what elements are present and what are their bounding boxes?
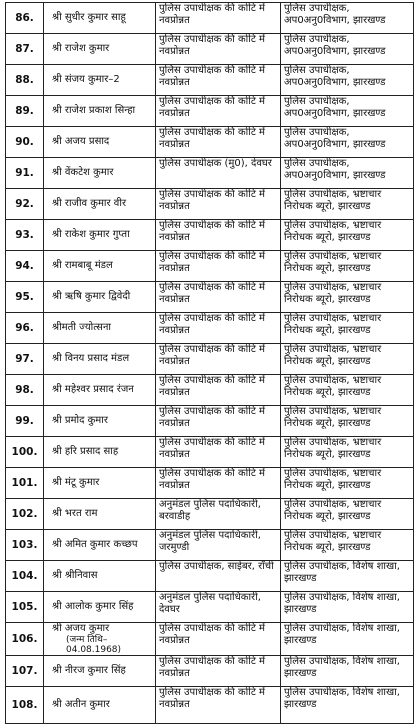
table-row bbox=[6, 499, 414, 530]
current-posting-cell: पुलिस उपाधीक्षक की कोटि में नवप्रोन्नत bbox=[156, 687, 281, 724]
officer-name-cell: श्रीमती ज्योत्सना bbox=[44, 313, 156, 344]
current-posting-cell: पुलिस उपाधीक्षक की कोटि में नवप्रोन्नत bbox=[156, 468, 281, 499]
officer-name-cell: श्री विनय प्रसाद मंडल bbox=[44, 344, 156, 375]
serial-number-cell: 96. bbox=[6, 313, 44, 344]
table-row bbox=[6, 623, 414, 656]
new-posting-cell: पुलिस उपाधीक्षक, अप0अनु0विभाग, झारखण्ड bbox=[281, 65, 414, 96]
table-row bbox=[6, 313, 414, 344]
serial-number-cell: 99. bbox=[6, 406, 44, 437]
posting-table-body bbox=[6, 3, 414, 724]
table-row bbox=[6, 65, 414, 96]
officer-name-cell: श्री राजेश कुमार bbox=[44, 34, 156, 65]
officer-name-cell bbox=[44, 623, 156, 656]
current-posting-cell: पुलिस उपाधीक्षक की कोटि में नवप्रोन्नत bbox=[156, 656, 281, 687]
current-posting-cell: पुलिस उपाधीक्षक की कोटि में नवप्रोन्नत bbox=[156, 96, 281, 127]
officer-name-cell: श्री राजेश प्रकाश सिन्हा bbox=[44, 96, 156, 127]
new-posting-cell: पुलिस उपाधीक्षक, अप0अनु0विभाग, झारखण्ड bbox=[281, 96, 414, 127]
current-posting-cell: अनुमंडल पुलिस पदाधिकारी, देवघर bbox=[156, 592, 281, 623]
new-posting-cell: पुलिस उपाधीक्षक, भ्रष्टाचार निरोधक ब्यूरो, झारखण्ड bbox=[281, 313, 414, 344]
current-posting-cell: पुलिस उपाधीक्षक की कोटि में नवप्रोन्नत bbox=[156, 344, 281, 375]
current-posting-cell: पुलिस उपाधीक्षक की कोटि में नवप्रोन्नत bbox=[156, 406, 281, 437]
table-row bbox=[6, 220, 414, 251]
table-row bbox=[6, 251, 414, 282]
new-posting-cell: पुलिस उपाधीक्षक, विशेष शाखा, झारखण्ड bbox=[281, 592, 414, 623]
new-posting-cell: पुलिस उपाधीक्षक, अप0अनु0विभाग, झारखण्ड bbox=[281, 158, 414, 189]
serial-number-cell: 90. bbox=[6, 127, 44, 158]
table-row bbox=[6, 656, 414, 687]
serial-number-cell: 104. bbox=[6, 561, 44, 592]
serial-number-cell: 94. bbox=[6, 251, 44, 282]
current-posting-cell: पुलिस उपाधीक्षक की कोटि में नवप्रोन्नत bbox=[156, 65, 281, 96]
table-row bbox=[6, 282, 414, 313]
new-posting-cell: पुलिस उपाधीक्षक, भ्रष्टाचार निरोधक ब्यूरो, झारखण्ड bbox=[281, 189, 414, 220]
officer-name-cell: श्री ऋषि कुमार द्विवेदी bbox=[44, 282, 156, 313]
table-row bbox=[6, 3, 414, 34]
serial-number-cell: 97. bbox=[6, 344, 44, 375]
serial-number-cell: 95. bbox=[6, 282, 44, 313]
current-posting-cell: पुलिस उपाधीक्षक की कोटि में नवप्रोन्नत bbox=[156, 127, 281, 158]
new-posting-cell: पुलिस उपाधीक्षक, भ्रष्टाचार निरोधक ब्यूरो, झारखण्ड bbox=[281, 530, 414, 561]
new-posting-cell: पुलिस उपाधीक्षक, अप0अनु0विभाग, झारखण्ड bbox=[281, 3, 414, 34]
current-posting-cell: पुलिस उपाधीक्षक की कोटि में नवप्रोन्नत bbox=[156, 375, 281, 406]
current-posting-cell: अनुमंडल पुलिस पदाधिकारी, बरवाडीह bbox=[156, 499, 281, 530]
officer-name-cell: श्री मंटू कुमार bbox=[44, 468, 156, 499]
current-posting-cell: पुलिस उपाधीक्षक की कोटि में नवप्रोन्नत bbox=[156, 282, 281, 313]
officer-name-cell: श्री प्रमोद कुमार bbox=[44, 406, 156, 437]
serial-number-cell: 98. bbox=[6, 375, 44, 406]
serial-number-cell: 108. bbox=[6, 687, 44, 724]
current-posting-cell: पुलिस उपाधीक्षक की कोटि में नवप्रोन्नत bbox=[156, 220, 281, 251]
officer-name-cell: श्री अमित कुमार कच्छप bbox=[44, 530, 156, 561]
table-row bbox=[6, 189, 414, 220]
new-posting-cell: पुलिस उपाधीक्षक, भ्रष्टाचार निरोधक ब्यूरो, झारखण्ड bbox=[281, 406, 414, 437]
new-posting-cell: पुलिस उपाधीक्षक, भ्रष्टाचार निरोधक ब्यूरो, झारखण्ड bbox=[281, 251, 414, 282]
table-row bbox=[6, 344, 414, 375]
officer-name-cell: श्री अजय प्रसाद bbox=[44, 127, 156, 158]
new-posting-cell: पुलिस उपाधीक्षक, विशेष शाखा, झारखण्ड bbox=[281, 623, 414, 656]
officer-name-cell: श्री संजय कुमार–2 bbox=[44, 65, 156, 96]
officer-name-cell: श्री नीरज कुमार सिंह bbox=[44, 656, 156, 687]
serial-number-cell: 91. bbox=[6, 158, 44, 189]
officer-name-cell: श्री राकेश कुमार गुप्ता bbox=[44, 220, 156, 251]
new-posting-cell: पुलिस उपाधीक्षक, भ्रष्टाचार निरोधक ब्यूरो, झारखण्ड bbox=[281, 437, 414, 468]
table-row bbox=[6, 34, 414, 65]
table-row bbox=[6, 687, 414, 724]
new-posting-cell: पुलिस उपाधीक्षक, भ्रष्टाचार निरोधक ब्यूरो, झारखण्ड bbox=[281, 375, 414, 406]
serial-number-cell: 89. bbox=[6, 96, 44, 127]
officer-name-cell: श्री रामबाबू मंडल bbox=[44, 251, 156, 282]
new-posting-cell: पुलिस उपाधीक्षक, विशेष शाखा, झारखण्ड bbox=[281, 687, 414, 724]
current-posting-cell: पुलिस उपाधीक्षक की कोटि में नवप्रोन्नत bbox=[156, 3, 281, 34]
current-posting-cell: पुलिस उपाधीक्षक की कोटि में नवप्रोन्नत bbox=[156, 34, 281, 65]
serial-number-cell: 86. bbox=[6, 3, 44, 34]
serial-number-cell: 88. bbox=[6, 65, 44, 96]
officer-name-cell: श्री महेश्वर प्रसाद रंजन bbox=[44, 375, 156, 406]
current-posting-cell: अनुमंडल पुलिस पदाधिकारी, जरमुण्डी bbox=[156, 530, 281, 561]
officer-name-cell: श्री अतीन कुमार bbox=[44, 687, 156, 724]
new-posting-cell: पुलिस उपाधीक्षक, अप0अनु0विभाग, झारखण्ड bbox=[281, 34, 414, 65]
officer-name-cell: श्री आलोक कुमार सिंह bbox=[44, 592, 156, 623]
serial-number-cell: 101. bbox=[6, 468, 44, 499]
table-row bbox=[6, 530, 414, 561]
table-row bbox=[6, 561, 414, 592]
table-row bbox=[6, 468, 414, 499]
table-row bbox=[6, 406, 414, 437]
officer-name-cell: श्री राजीव कुमार वीर bbox=[44, 189, 156, 220]
current-posting-cell: पुलिस उपाधीक्षक की कोटि में नवप्रोन्नत bbox=[156, 313, 281, 344]
officer-name-cell: श्री सुधीर कुमार साहू bbox=[44, 3, 156, 34]
serial-number-cell: 87. bbox=[6, 34, 44, 65]
serial-number-cell: 100. bbox=[6, 437, 44, 468]
officer-name-cell: श्री वेंकटेश कुमार bbox=[44, 158, 156, 189]
table-row bbox=[6, 158, 414, 189]
current-posting-cell: पुलिस उपाधीक्षक की कोटि में नवप्रोन्नत bbox=[156, 189, 281, 220]
serial-number-cell: 107. bbox=[6, 656, 44, 687]
table-row bbox=[6, 375, 414, 406]
new-posting-cell: पुलिस उपाधीक्षक, विशेष शाखा, झारखण्ड bbox=[281, 656, 414, 687]
table-row bbox=[6, 592, 414, 623]
new-posting-cell: पुलिस उपाधीक्षक, भ्रष्टाचार निरोधक ब्यूरो, झारखण्ड bbox=[281, 344, 414, 375]
serial-number-cell: 102. bbox=[6, 499, 44, 530]
new-posting-cell: पुलिस उपाधीक्षक, भ्रष्टाचार निरोधक ब्यूरो, झारखण्ड bbox=[281, 220, 414, 251]
new-posting-cell: पुलिस उपाधीक्षक, भ्रष्टाचार निरोधक ब्यूरो, झारखण्ड bbox=[281, 468, 414, 499]
table-row bbox=[6, 437, 414, 468]
officer-name-cell: श्री श्रीनिवास bbox=[44, 561, 156, 592]
current-posting-cell: पुलिस उपाधीक्षक की कोटि में नवप्रोन्नत bbox=[156, 623, 281, 656]
officer-name: श्री अजय कुमार bbox=[52, 623, 110, 634]
serial-number-cell: 93. bbox=[6, 220, 44, 251]
new-posting-cell: पुलिस उपाधीक्षक, भ्रष्टाचार निरोधक ब्यूरो, झारखण्ड bbox=[281, 499, 414, 530]
current-posting-cell: पुलिस उपाधीक्षक की कोटि में नवप्रोन्नत bbox=[156, 437, 281, 468]
table-row bbox=[6, 96, 414, 127]
current-posting-cell: पुलिस उपाधीक्षक, साईबर, राँची bbox=[156, 561, 281, 592]
serial-number-cell: 92. bbox=[6, 189, 44, 220]
officer-birth-date-note: (जन्म तिथि–04.08.1968) bbox=[66, 635, 122, 655]
serial-number-cell: 105. bbox=[6, 592, 44, 623]
current-posting-cell: पुलिस उपाधीक्षक (मु0), देवघर bbox=[156, 158, 281, 189]
new-posting-cell: पुलिस उपाधीक्षक, अप0अनु0विभाग, झारखण्ड bbox=[281, 127, 414, 158]
serial-number-cell: 106. bbox=[6, 623, 44, 656]
serial-number-cell: 103. bbox=[6, 530, 44, 561]
posting-table bbox=[5, 2, 414, 724]
officer-name-cell: श्री भरत राम bbox=[44, 499, 156, 530]
current-posting-cell: पुलिस उपाधीक्षक की कोटि में नवप्रोन्नत bbox=[156, 251, 281, 282]
table-row bbox=[6, 127, 414, 158]
new-posting-cell: पुलिस उपाधीक्षक, विशेष शाखा, झारखण्ड bbox=[281, 561, 414, 592]
new-posting-cell: पुलिस उपाधीक्षक, भ्रष्टाचार निरोधक ब्यूरो, झारखण्ड bbox=[281, 282, 414, 313]
officer-name-cell: श्री हरि प्रसाद साह bbox=[44, 437, 156, 468]
